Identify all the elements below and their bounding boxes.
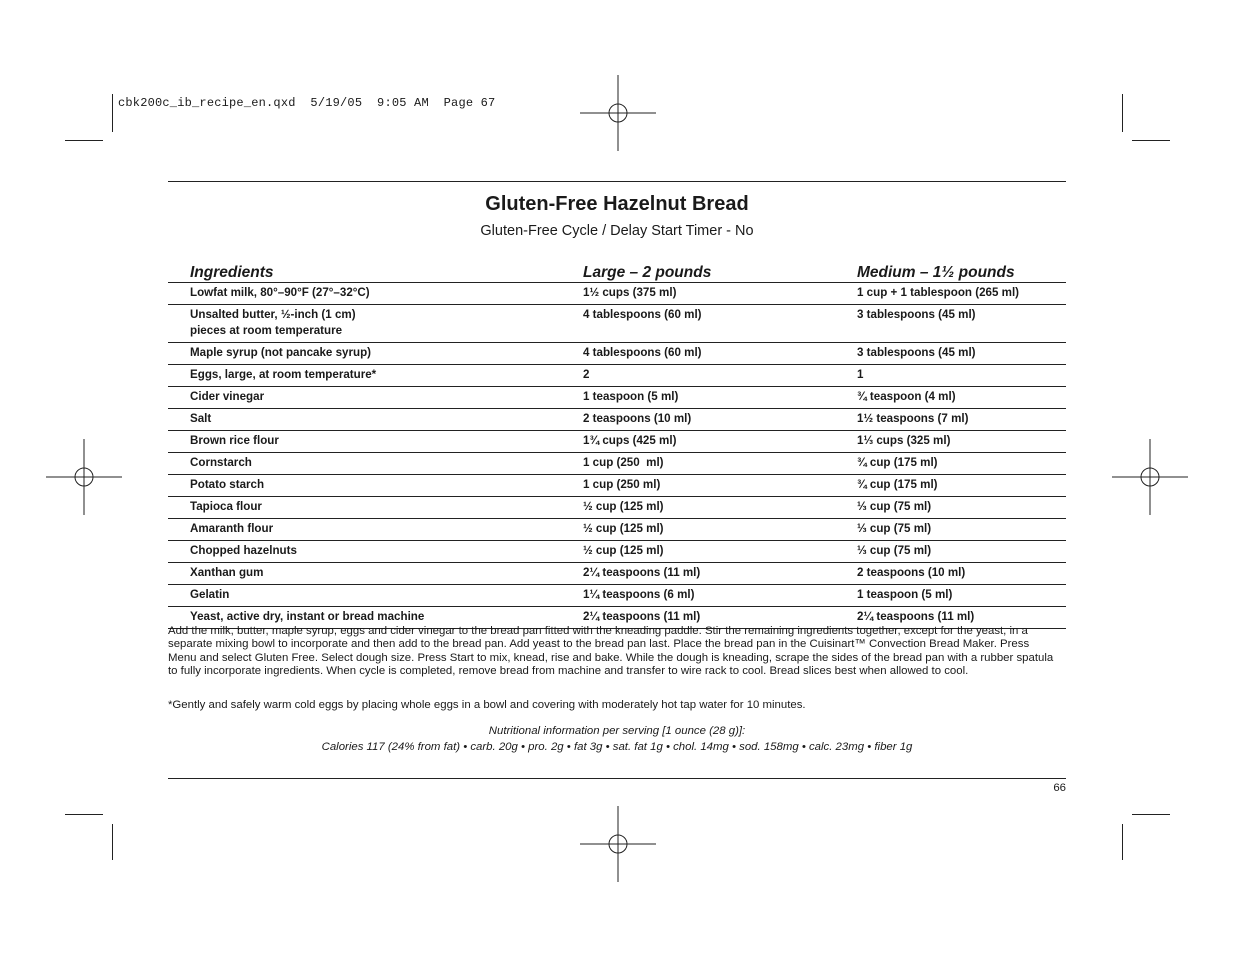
ingredient-cell: Salt xyxy=(168,409,561,431)
ingredient-cell: Cornstarch xyxy=(168,453,561,475)
table-row xyxy=(168,283,1066,305)
egg-footnote: *Gently and safely warm cold eggs by placing whole eggs in a bowl and covering with moderately hot tap water for 10 minutes. xyxy=(168,699,806,711)
table-row xyxy=(168,519,1066,541)
column-header-medium: Medium – 1½ pounds xyxy=(835,260,1066,283)
column-header-large: Large – 2 pounds xyxy=(561,260,835,283)
large-amount-cell: ½ cup (125 ml) xyxy=(561,497,835,519)
medium-amount-cell: 1½ teaspoons (7 ml) xyxy=(835,409,1066,431)
ingredient-cell: Brown rice flour xyxy=(168,431,561,453)
table-row xyxy=(168,409,1066,431)
ingredient-cell: Potato starch xyxy=(168,475,561,497)
large-amount-cell: 1½ cups (375 ml) xyxy=(561,283,835,305)
medium-amount-cell: 1 teaspoon (5 ml) xyxy=(835,585,1066,607)
medium-amount-cell: 3 tablespoons (45 ml) xyxy=(835,343,1066,365)
method-paragraph: Add the milk, butter, maple syrup, eggs and cider vinegar to the bread pan fitted with the kneading paddle. Stir the remaining ingredients together, except for the yeast, in a separate mixing bowl to incorporate and then add to the bread pan. Add yeast to the bread pan last. Place the bread pan in the Cuisinart™ Convection Bread Maker. Press Menu and select Gluten Free. Select dough size. Press Start to mix, knead, rise and bake. While the dough is kneading, scrape the sides of the bread pan with a rubber spatula to fully incorporate ingredients. When cycle is completed, remove bread from machine and transfer to wire rack to cool. Bread slices best when allowed to cool. xyxy=(168,625,1054,678)
column-header-ingredients: Ingredients xyxy=(168,260,561,283)
table-row xyxy=(168,343,1066,365)
large-amount-cell: ½ cup (125 ml) xyxy=(561,541,835,563)
table-row xyxy=(168,305,1066,343)
ingredient-cell: Gelatin xyxy=(168,585,561,607)
medium-amount-cell: 1⅓ cups (325 ml) xyxy=(835,431,1066,453)
recipe-subtitle: Gluten-Free Cycle / Delay Start Timer - No xyxy=(480,223,754,239)
registration-mark-top-icon xyxy=(580,75,656,151)
crop-mark-bottom-right-horizontal xyxy=(1132,814,1170,815)
large-amount-cell: 2 teaspoons (10 ml) xyxy=(561,409,835,431)
table-row xyxy=(168,387,1066,409)
medium-amount-cell: ¾ cup (175 ml) xyxy=(835,475,1066,497)
large-amount-cell: ½ cup (125 ml) xyxy=(561,519,835,541)
large-amount-cell: 4 tablespoons (60 ml) xyxy=(561,343,835,365)
nutrition-values: Calories 117 (24% from fat) • carb. 20g • pro. 2g • fat 3g • sat. fat 1g • chol. 14mg • sod. 158mg • calc. 23mg • fiber 1g xyxy=(321,741,913,753)
bottom-rule xyxy=(168,778,1066,779)
crop-mark-top-left-horizontal xyxy=(65,140,103,141)
ingredient-cell: Amaranth flour xyxy=(168,519,561,541)
large-amount-cell: 2 xyxy=(561,365,835,387)
large-amount-cell: 1¾ cups (425 ml) xyxy=(561,431,835,453)
nutrition-heading: Nutritional information per serving [1 ounce (28 g)]: xyxy=(488,725,746,737)
large-amount-cell: 1 cup (250 ml) xyxy=(561,475,835,497)
ingredient-cell: Lowfat milk, 80°–90°F (27°–32°C) xyxy=(168,283,561,305)
table-row xyxy=(168,431,1066,453)
registration-mark-left-icon xyxy=(46,439,122,515)
medium-amount-cell: ¾ cup (175 ml) xyxy=(835,453,1066,475)
crop-mark-top-left-vertical xyxy=(112,94,113,132)
page-number: 66 xyxy=(1053,782,1066,794)
large-amount-cell: 1¼ teaspoons (6 ml) xyxy=(561,585,835,607)
table-row xyxy=(168,497,1066,519)
registration-mark-right-icon xyxy=(1112,439,1188,515)
ingredient-cell: Cider vinegar xyxy=(168,387,561,409)
table-row xyxy=(168,563,1066,585)
large-amount-cell: 4 tablespoons (60 ml) xyxy=(561,305,835,343)
top-rule xyxy=(168,181,1066,182)
medium-amount-cell: ⅓ cup (75 ml) xyxy=(835,541,1066,563)
table-row xyxy=(168,541,1066,563)
ingredient-cell: Chopped hazelnuts xyxy=(168,541,561,563)
crop-mark-bottom-left-horizontal xyxy=(65,814,103,815)
crop-mark-bottom-right-vertical xyxy=(1122,824,1123,860)
medium-amount-cell: 2¼ teaspoons (11 ml) xyxy=(835,607,1066,629)
ingredient-cell: Xanthan gum xyxy=(168,563,561,585)
table-row xyxy=(168,453,1066,475)
large-amount-cell: 1 teaspoon (5 ml) xyxy=(561,387,835,409)
large-amount-cell: 2¼ teaspoons (11 ml) xyxy=(561,563,835,585)
table-row xyxy=(168,585,1066,607)
ingredient-cell: Unsalted butter, ½-inch (1 cm) pieces at room temperature xyxy=(168,305,561,343)
ingredient-cell: Maple syrup (not pancake syrup) xyxy=(168,343,561,365)
crop-mark-bottom-left-vertical xyxy=(112,824,113,860)
large-amount-cell: 1 cup (250 ml) xyxy=(561,453,835,475)
table-header-row xyxy=(168,260,1066,283)
medium-amount-cell: 2 teaspoons (10 ml) xyxy=(835,563,1066,585)
crop-mark-top-right-horizontal xyxy=(1132,140,1170,141)
large-amount-cell: 2¼ teaspoons (11 ml) xyxy=(561,607,835,629)
medium-amount-cell: 3 tablespoons (45 ml) xyxy=(835,305,1066,343)
ingredient-cell: Yeast, active dry, instant or bread machine xyxy=(168,607,561,629)
ingredient-cell: Tapioca flour xyxy=(168,497,561,519)
table-row xyxy=(168,475,1066,497)
print-slug-line: cbk200c_ib_recipe_en.qxd 5/19/05 9:05 AM Page 67 xyxy=(118,96,496,110)
medium-amount-cell: 1 cup + 1 tablespoon (265 ml) xyxy=(835,283,1066,305)
table-row xyxy=(168,365,1066,387)
registration-mark-bottom-icon xyxy=(580,806,656,882)
recipe-title: Gluten-Free Hazelnut Bread xyxy=(485,193,749,215)
medium-amount-cell: ¾ teaspoon (4 ml) xyxy=(835,387,1066,409)
ingredient-cell: Eggs, large, at room temperature* xyxy=(168,365,561,387)
medium-amount-cell: 1 xyxy=(835,365,1066,387)
medium-amount-cell: ⅓ cup (75 ml) xyxy=(835,519,1066,541)
ingredients-table xyxy=(168,260,1066,629)
crop-mark-top-right-vertical xyxy=(1122,94,1123,132)
medium-amount-cell: ⅓ cup (75 ml) xyxy=(835,497,1066,519)
